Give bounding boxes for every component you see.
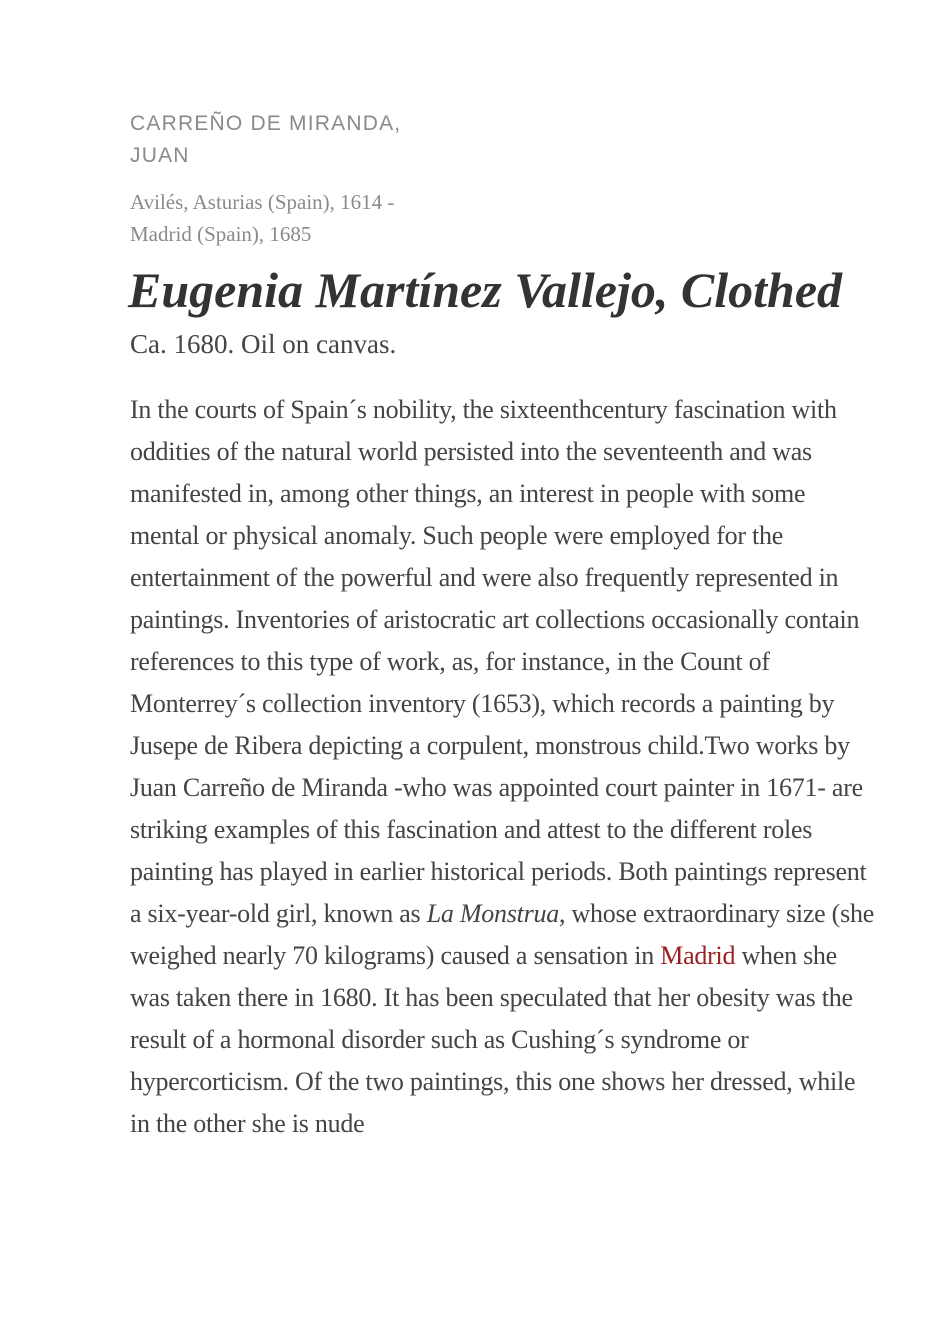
artwork-meta: Ca. 1680. Oil on canvas. bbox=[130, 329, 397, 359]
artwork-detail bbox=[130, 108, 890, 1145]
artist-name: CARREÑO DE MIRANDA, JUAN bbox=[130, 112, 402, 167]
description-text-1: In the courts of Spain´s nobility, the sixteenthcentury fascination with oddities of the natural world persisted into the seventeenth and was manifested in, among other things, an interest in people with some mental or physical anomaly. Such people were employed for the entertainment of the powerful and were also frequently represented in paintings. Inventories of aristocratic art collections occasionally contain references to this type of work, as, for instance, in the Count of Monterrey´s collection inventory (1653), which records a painting by Jusepe de Ribera depicting a corpulent, monstrous child.Two works by Juan Carreño de Miranda -who was appointed court painter in 1671- are striking examples of this fascination and attest to the different roles painting has played in earlier historical periods. Both paintings represent a six-year-old girl, known as bbox=[130, 395, 867, 928]
description-text-3: when she was taken there in 1680. It has been speculated that her obesity was the result of a hormonal disorder such as Cushing´s syndrome or hypercorticism. Of the two paintings, this one shows her dressed, while in the other she is nude bbox=[130, 941, 856, 1138]
description-italic-title: La Monstrua bbox=[426, 899, 560, 928]
description-text-2: , whose extraordinary size (she weighed nearly 70 kilograms) caused a sensation in bbox=[130, 899, 874, 970]
artist-bio: Avilés, Asturias (Spain), 1614 - Madrid (Spain), 1685 bbox=[130, 190, 395, 246]
artwork-title: Eugenia Martínez Vallejo, Clothed bbox=[128, 262, 843, 318]
madrid-link[interactable]: Madrid bbox=[660, 941, 736, 970]
artwork-description bbox=[130, 389, 875, 1145]
